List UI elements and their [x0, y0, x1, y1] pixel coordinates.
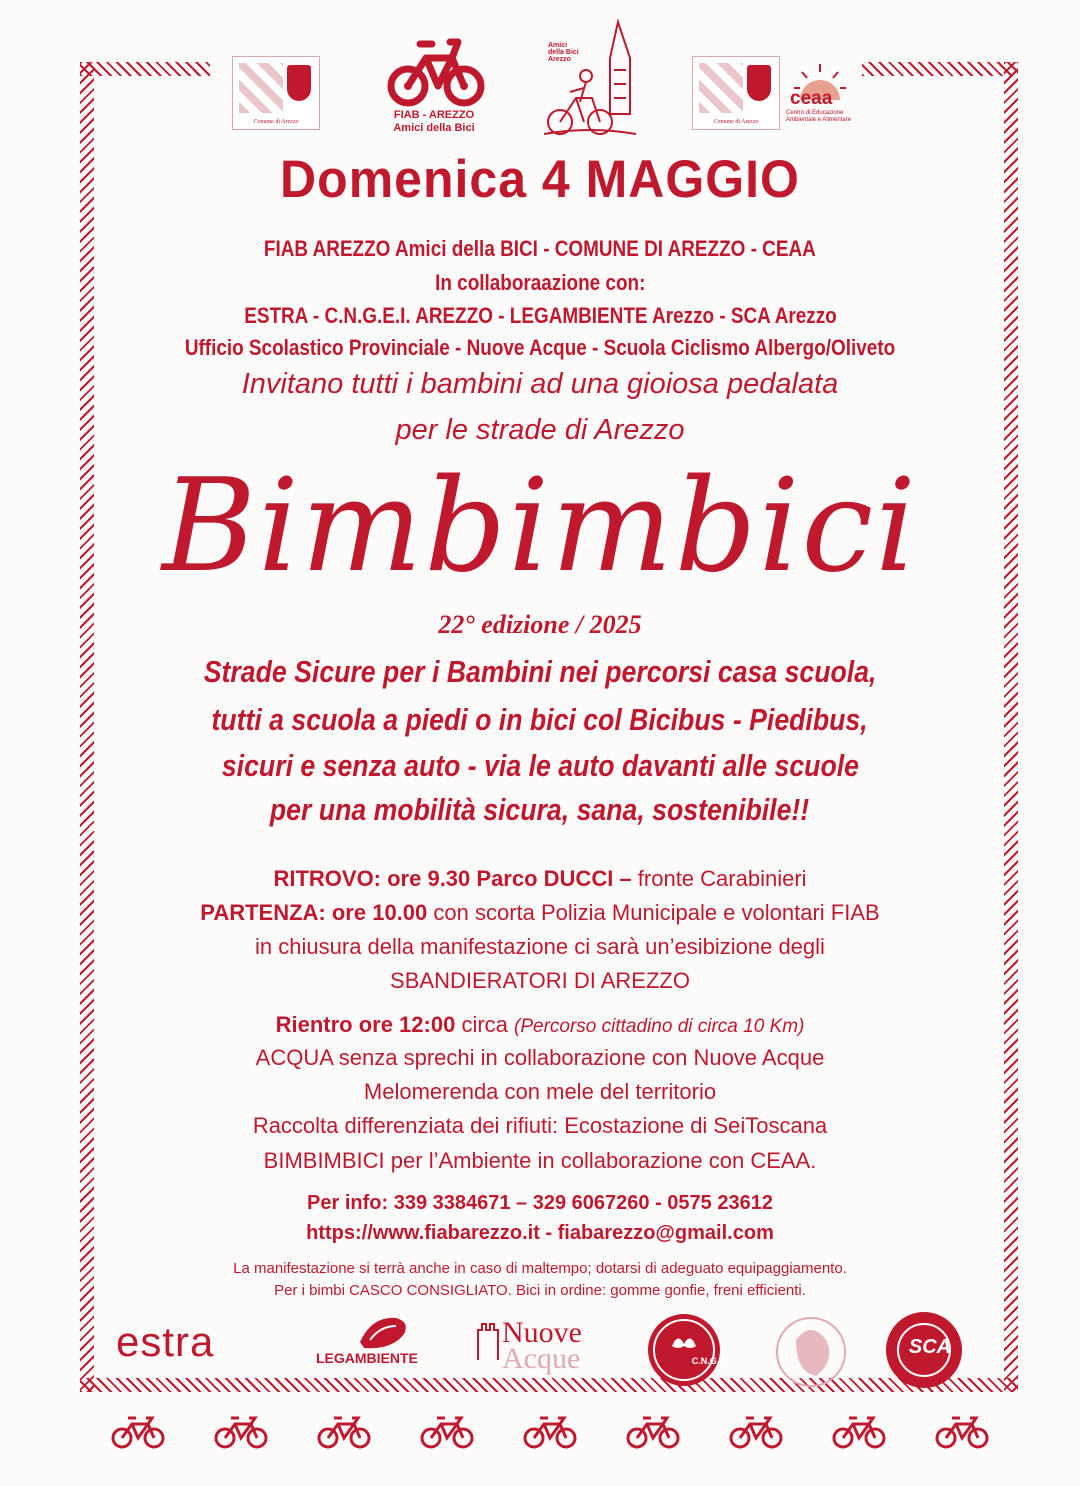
partenza-label: PARTENZA: ore 10.00: [200, 900, 428, 925]
sca-label: SCA: [908, 1336, 952, 1358]
legambiente-swan-icon: [352, 1312, 414, 1352]
bike-icon: [934, 1414, 990, 1450]
ceaa-subtitle: Centro di Educazione Ambientale e Alimentare: [786, 110, 852, 123]
fiab-caption-2: Amici della Bici: [393, 122, 475, 134]
ritrovo-text: fronte Carabinieri: [631, 866, 807, 891]
partners-line-1: ESTRA - C.N.G.E.I. AREZZO - LEGAMBIENTE Arezzo - SCA Arezzo: [243, 303, 837, 328]
bike-icon: [522, 1414, 578, 1450]
tower-icon: [474, 1322, 502, 1362]
bike-icon: [728, 1414, 784, 1450]
rientro-line: [0, 1012, 1080, 1038]
comune-logo-left: [232, 56, 320, 130]
slogan-line-4: per una mobilità sicura, sana, sostenibile!!: [270, 792, 810, 827]
amici-text-3: Arezzo: [548, 56, 571, 63]
invite-line-2: per le strade di Arezzo: [395, 414, 685, 446]
partenza-line: [0, 900, 1080, 926]
acqua-line: ACQUA senza sprechi in collaborazione con Nuove Acque: [255, 1045, 825, 1070]
diamond-pattern: [239, 63, 283, 113]
contact-web-email: https://www.fiabarezzo.it - fiabarezzo@gmail.com: [306, 1222, 774, 1244]
comune-logo-right: [692, 56, 780, 130]
event-title: Bimbimbici: [161, 452, 919, 601]
raccolta-line: Raccolta differenziata dei rifiuti: Ecostazione di SeiToscana: [252, 1113, 828, 1138]
frame-top-right: [862, 62, 1018, 76]
edition: 22° edizione / 2025: [438, 610, 642, 639]
frame-top-left: [80, 62, 210, 76]
rientro-text: circa: [455, 1012, 515, 1037]
partners-line-2: Ufficio Scolastico Provinciale - Nuove Acque - Scuola Ciclismo Albergo/Oliveto: [184, 335, 896, 360]
amici-text-2: della Bici: [548, 49, 579, 56]
cyclist-tower-icon: [540, 18, 640, 140]
fiab-caption-1: FIAB - AREZZO: [393, 109, 475, 121]
fiab-bike-logo: [384, 34, 488, 110]
nuove-text: Nuove: [502, 1316, 582, 1349]
comune-caption: Comune di Arezzo: [713, 119, 759, 125]
ritrovo-label: RITROVO: ore 9.30 Parco DUCCI –: [273, 866, 632, 891]
legambiente-logo: LEGAMBIENTE: [316, 1350, 418, 1366]
frame-bottom: [80, 1378, 1018, 1392]
collab-label: In collaboraazione con:: [434, 270, 646, 295]
note-weather: La manifestazione si terrà anche in caso di maltempo; dotarsi di adeguato equipaggiamento.: [233, 1260, 847, 1277]
cngei-badge-icon: [646, 1312, 722, 1388]
partenza-text: con scorta Polizia Municipale e volontari FIAB: [427, 900, 880, 925]
melomerenda-line: Melomerenda con mele del territorio: [363, 1079, 717, 1104]
estra-logo: estra: [116, 1318, 215, 1365]
acque-text: Acque: [502, 1342, 581, 1375]
chiusura-line: in chiusura della manifestazione ci sarà un’esibizione degli: [255, 934, 825, 959]
amici-text-1: Amici: [548, 42, 568, 49]
bike-icon: [625, 1414, 681, 1450]
slogan-line-3: sicuri e senza auto - via le auto davanti alle scuole: [221, 748, 859, 783]
comune-caption: Comune di Arezzo: [253, 119, 299, 125]
event-date: Domenica 4 MAGGIO: [280, 149, 800, 209]
bike-icon: [419, 1414, 475, 1450]
rientro-label: Rientro ore 12:00: [275, 1012, 456, 1037]
invite-line-1: Invitano tutti i bambini ad una gioiosa pedalata: [241, 368, 839, 400]
slogan-line-2: tutti a scuola a piedi o in bici col Bicibus - Piedibus,: [211, 702, 869, 737]
rientro-note: (Percorso cittadino di circa 10 Km): [514, 1016, 805, 1037]
nuove-acque-logo: [502, 1316, 582, 1375]
shield-icon: [747, 65, 771, 101]
ambiente-line: BIMBIMBICI per l’Ambiente in collaborazione con CEAA.: [263, 1148, 817, 1173]
cngei-label: C.N.G.E.I: [691, 1356, 731, 1366]
ritrovo-line: [0, 866, 1080, 892]
bike-icon: [316, 1414, 372, 1450]
lion-icon: [766, 1310, 856, 1390]
shield-icon: [287, 65, 311, 101]
ceaa-name: ceaa: [790, 88, 833, 109]
bike-icon: [213, 1414, 269, 1450]
bike-row: [110, 1414, 990, 1450]
diamond-pattern: [699, 63, 743, 113]
bike-icon: [110, 1414, 166, 1450]
note-helmet: Per i bimbi CASCO CONSIGLIATO. Bici in ordine: gomme gonfie, freni efficienti.: [274, 1282, 806, 1299]
sbandieratori-line: SBANDIERATORI DI AREZZO: [390, 968, 690, 993]
slogan-line-1: Strade Sicure per i Bambini nei percorsi casa scuola,: [203, 654, 877, 689]
bike-icon: [831, 1414, 887, 1450]
organizers: FIAB AREZZO Amici della BICI - COMUNE DI AREZZO - CEAA: [264, 236, 816, 261]
contact-phones: Per info: 339 3384671 – 329 6067260 - 0575 23612: [307, 1192, 773, 1214]
